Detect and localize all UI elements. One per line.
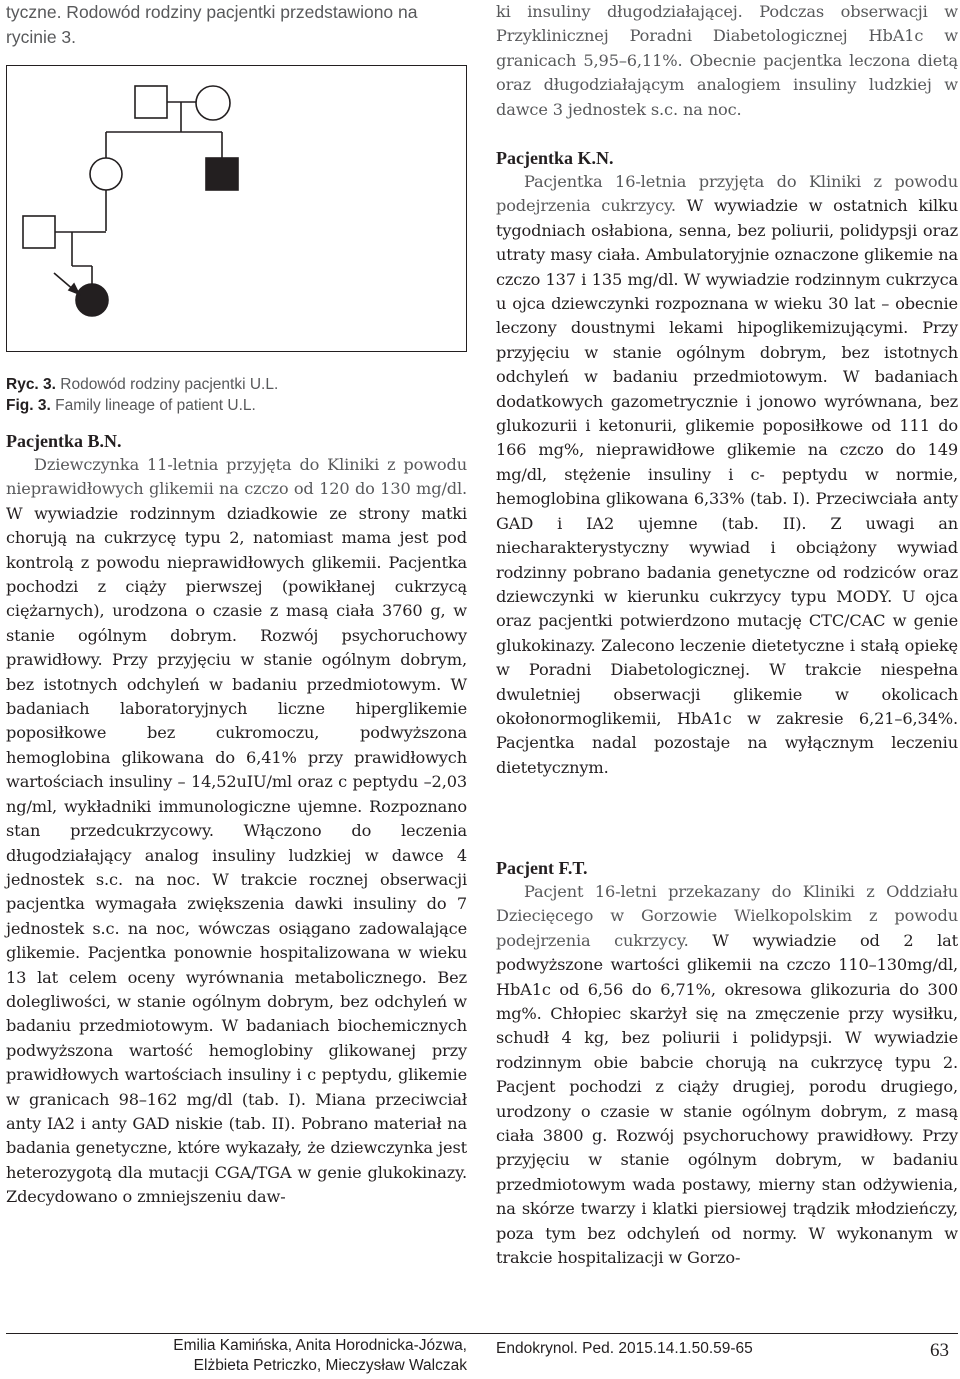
- case-bn-section: [6, 429, 467, 1210]
- case-ft-lead: Pacjent 16-letni przekazany do Kliniki z Oddziału Dziecięcego w Gorzowie Wielkopolskim z powodu podejrzenia cukrzycy.: [496, 882, 958, 950]
- proband-filled-circle-symbol: [76, 284, 108, 316]
- father-square-symbol: [23, 216, 55, 248]
- grandmother-circle-symbol: [196, 86, 230, 120]
- caption-polish: [6, 374, 467, 395]
- case-ft-heading: Pacjent F.T.: [496, 858, 588, 878]
- footer-rule: [6, 1333, 958, 1334]
- case-kn-paragraph: [496, 170, 958, 780]
- intro-text: tyczne. Rodowód rodziny pacjentki przedstawiono na rycinie 3.: [6, 2, 418, 47]
- affected-uncle-square-symbol: [206, 158, 238, 190]
- grandfather-square-symbol: [135, 86, 167, 118]
- case-bn-heading: Pacjentka B.N.: [6, 431, 122, 451]
- case-kn-body: W wywiadzie w ostatnich kilku tygodniach osłabiona, senna, bez poliurii, polidypsji oraz utraty masy ciała. Ambulatoryjnie oznaczone glikemie na czczo 137 i 135 mg/dl. W wywiadzie rodzinnym cukrzyca u ojca dziewczynki rozpoznana w wieku 30 lat – obecnie leczony doustnymi lekami hipoglikemizującymi. Przy przyjęciu w stanie ogólnym dobrym, bez istotnych odchyleń w badaniu przedmiotowym. W badaniach dodatkowych gazometrycznie i jonowo wyrównana, bez glukozurii i ketonurii, glikemie poposiłkowe od 111 do 166 mg%, nieprawidłowe glikemie na czczo do 149 mg/dl, stężenie insuliny i c- peptydu w normie, hemoglobina glikowana 6,33% (tab. I). Przeciwciała anty GAD i IA2 ujemne (tab. II). Z uwagi an niecharakterystyczny wywiad i obciążony wywiad rodzinny pobrano badania genetyczne od rodziców oraz dziewczynki w kierunku cukrzycy typu MODY. U ojca oraz pacjentki potwierdzono mutację CTC/CAC w genie glukokinazy. Zalecono leczenie dietetyczne i stałą opiekę w Poradni Diabetologicznej. W trakcie niespełna dwuletniej obserwacji glikemie w okolicach okołonormoglikemii, HbA1c w zakresie 6,21–6,34%. Pacjentka nadal pozostaje na wyłącznym leczeniu dietetycznym.: [496, 196, 958, 777]
- footer-authors: [6, 1336, 467, 1376]
- footer-journal-citation: Endokrynol. Ped. 2015.14.1.50.59-65: [496, 1340, 753, 1357]
- caption-polish-text: Rodowód rodziny pacjentki U.L.: [55, 376, 279, 393]
- caption-polish-label: Ryc. 3.: [6, 376, 56, 393]
- case-kn-lead: Pacjentka 16-letnia przyjęta do Kliniki z powodu podejrzenia cukrzycy.: [496, 172, 958, 216]
- caption-english-label: Fig. 3.: [6, 397, 51, 414]
- caption-english-text: Family lineage of patient U.L.: [50, 397, 256, 414]
- pedigree-chart: [7, 66, 466, 351]
- case-ft-section: [496, 856, 958, 1271]
- figure-caption: [6, 374, 467, 416]
- case-bn-paragraph: [6, 453, 467, 1210]
- right-column: [496, 0, 958, 1268]
- footer-authors-line-1: Emilia Kamińska, Anita Horodnicka-Józwa,: [173, 1337, 467, 1354]
- case-ft-paragraph: [496, 880, 958, 1271]
- case-bn-body: W wywiadzie rodzinnym dziadkowie ze strony matki chorują na cukrzycę typu 2, natomiast mama jest pod kontrolą z powodu nieprawidłowych glikemii. Pacjentka pochodzi z ciąży pierwszej (powikłanej cukrzycą ciężarnych), urodzona o czasie z masą ciała 3760 g, w stanie ogólnym dobrym. Rozwój psychoruchowy prawidłowy. Przy przyjęciu w stanie ogólnym dobrym, bez istotnych odchyleń w badaniu przedmiotowym. W badaniach laboratoryjnych liczne hiperglikemie poposiłkowe bez cukromoczu, podwyższona hemoglobina glikowana do 6,41% przy prawidłowych wartościach insuliny – 14,52uIU/ml oraz c peptydu –2,03 ng/ml, wykładniki immunologiczne ujemne. Rozpoznano stan przedcukrzycowy. Włączono do leczenia długodziałający analog insuliny ludzkiej w dawce 4 jednostek s.c. na noc. W trakcie rocznej obserwacji pacjentka wymagała zwiększenia dawki insuliny do 7 jednostek s.c. na noc, wówczas osiągano zadowalające glikemie. Pacjentka ponownie hospitalizowana w wieku 13 lat celem oceny wyrównania metabolicznego. Bez dolegliwości, w stanie ogólnym dobrym, bez odchyleń w badaniu przedmiotowym. W badaniach biochemicznych podwyższona wartość hemoglobiny glikowanej przy prawidłowych wartościach insuliny i c peptydu, glikemie w granicach 98–162 mg/dl (tab. I). Miana przeciwciał anty IA2 i anty GAD niskie (tab. II). Pobrano materiał na badania genetyczne, które wykazały, że dziewczynka jest heterozygotą dla mutacji CGA/TGA w genie glukokinazy. Zdecydowano o zmniejszeniu daw-: [6, 503, 467, 1207]
- case-bn-lead: Dziewczynka 11-letnia przyjęta do Kliniki z powodu nieprawidłowych glikemii na czczo od 120 do 130 mg/dl.: [6, 455, 467, 499]
- caption-english: [6, 395, 467, 416]
- case-kn-heading: Pacjentka K.N.: [496, 148, 614, 168]
- mother-circle-symbol: [90, 158, 122, 190]
- proband-arrow-icon: [69, 284, 79, 294]
- case-kn-section: [496, 146, 958, 780]
- pedigree-figure: [6, 65, 467, 352]
- footer-authors-line-2: Elżbieta Petriczko, Mieczysław Walczak: [193, 1357, 467, 1374]
- case-ft-body: W wywiadzie od 2 lat podwyższone wartości glikemii na czczo 110–130mg/dl, HbA1c od 6,56 do 6,71%, okresowa glikozuria do 300 mg%. Chłopiec skarżył się na zmęczenie przy wysiłku, schudł 4 kg, bez poliurii i polidypsji. W wywiadzie rodzinnym obie babcie chorują na cukrzycę typu 2. Pacjent pochodzi z ciąży drugiej, porodu drugiego, urodzony o czasie w stanie ogólnym dobrym, z masą ciała 3800 g. Rozwój psychoruchowy prawidłowy. Przy przyjęciu w stanie ogólnym dobrym, w badaniu przedmiotowym wada postawy, mierny stan odżywienia, na skórze twarzy i klatki piersiowej trądzik młodzieńczy, poza tym bez odchyleń od normy. W wykonanym w trakcie hospitalizacji w Gorzo-: [496, 930, 958, 1268]
- page-number: 63: [930, 1340, 949, 1361]
- right-intro-text: ki insuliny długodziałającej. Podczas obserwacji w Przyklinicznej Poradni Diabetologicznej HbA1c w granicach 5,95–6,11%. Obecnie pacjentka leczona dietą oraz długodziałającym analogiem insuliny ludzkiej w dawce 3 jednostek s.c. na noc.: [496, 2, 958, 119]
